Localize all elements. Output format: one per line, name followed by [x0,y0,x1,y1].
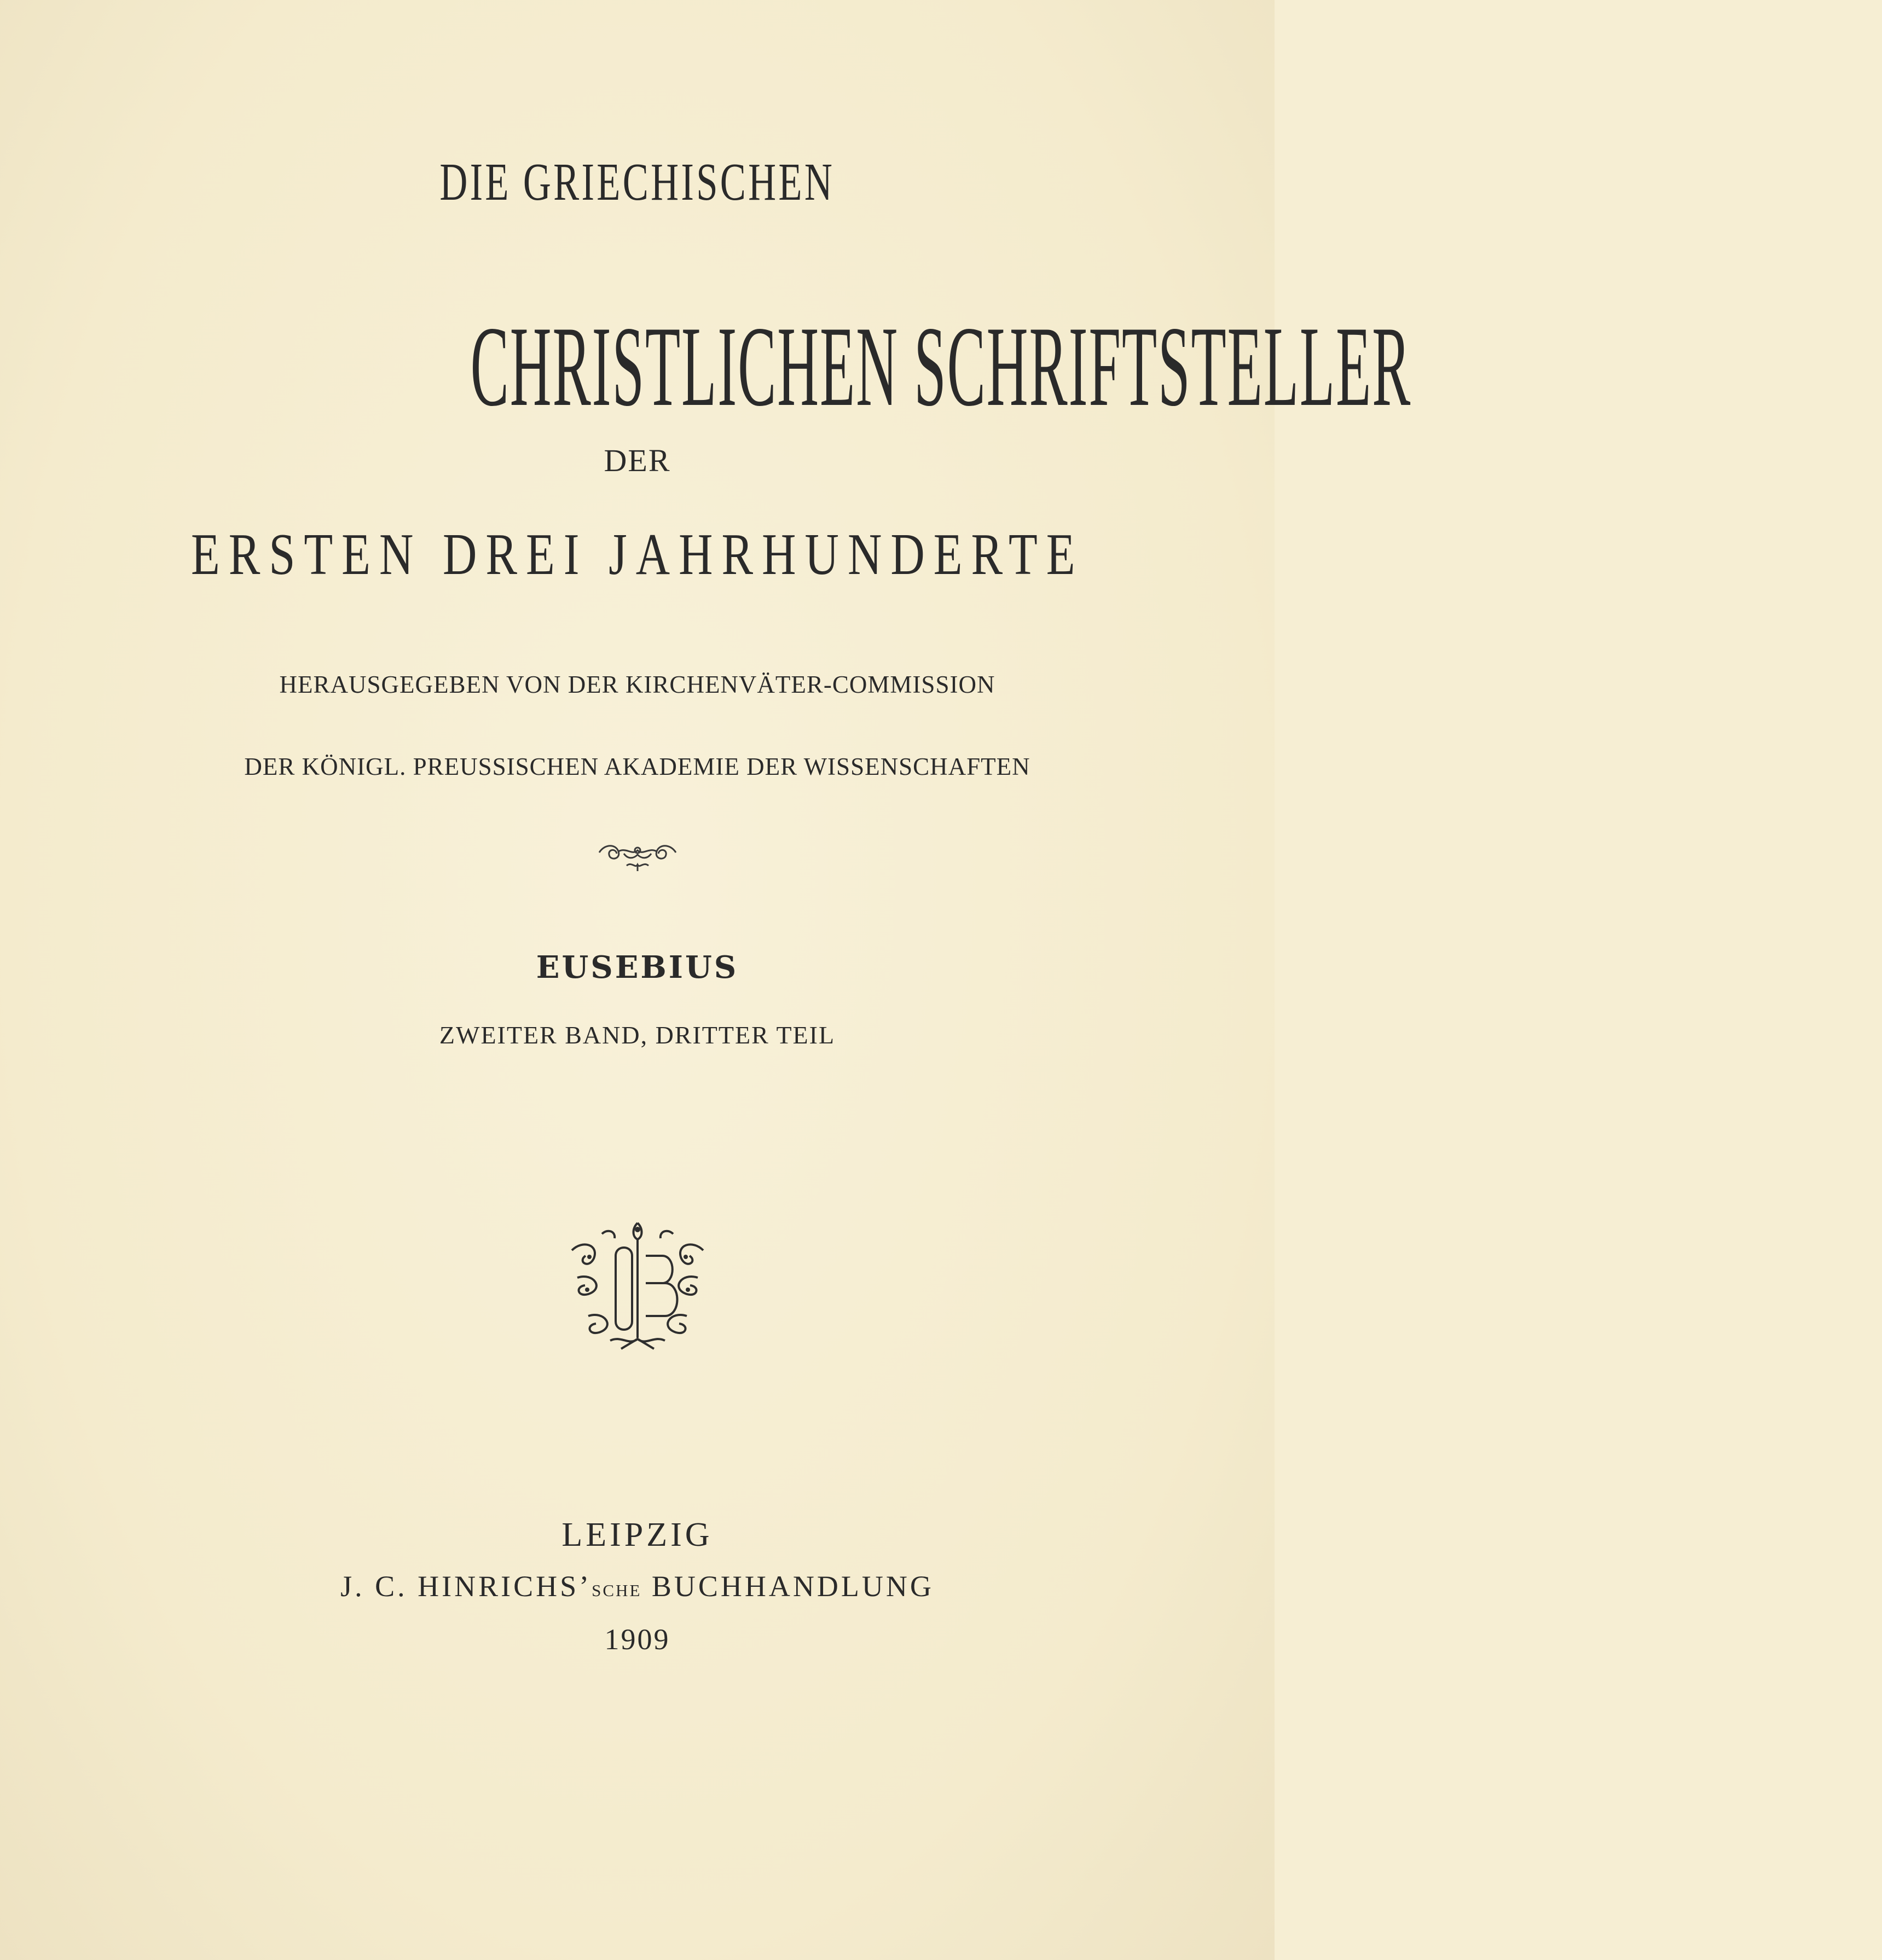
place-of-publication: LEIPZIG [561,1516,713,1553]
series-title-line-2 [0,298,1412,433]
series-title-text-4: ERSTEN DREI JAHRHUNDERTE [190,522,1084,587]
series-title-line-4 [0,520,1275,589]
publisher-name-rest: BUCHHANDLUNG [641,1570,934,1603]
series-title-line-1 [0,150,1275,213]
publisher-name-smallcaps: sche [592,1575,642,1602]
floral-divider-ornament [0,837,1275,881]
series-title-text-2: CHRISTLICHEN SCHRIFTSTELLER [470,303,1412,430]
author-name: EUSEBIUS [536,949,739,985]
publisher-name-main: J. C. HINRICHS’ [340,1570,592,1603]
editor-line-1: HERAUSGEGEBEN VON DER KIRCHENVÄTER-COMMISSION [279,671,995,698]
publisher-monogram-ornament [0,1217,1275,1354]
volume-designation: ZWEITER BAND, DRITTER TEIL [439,1021,836,1049]
publication-year: 1909 [604,1623,670,1656]
series-title-text-1: DIE GRIECHISCHEN [439,153,835,212]
floral-divider-icon [594,837,681,875]
publisher-line [0,1569,1275,1603]
monogram-icon [555,1217,720,1354]
series-title-line-3: DER [604,443,671,478]
editor-line-2: DER KÖNIGL. PREUSSISCHEN AKADEMIE DER WISSENSCHAFTEN [244,753,1030,780]
